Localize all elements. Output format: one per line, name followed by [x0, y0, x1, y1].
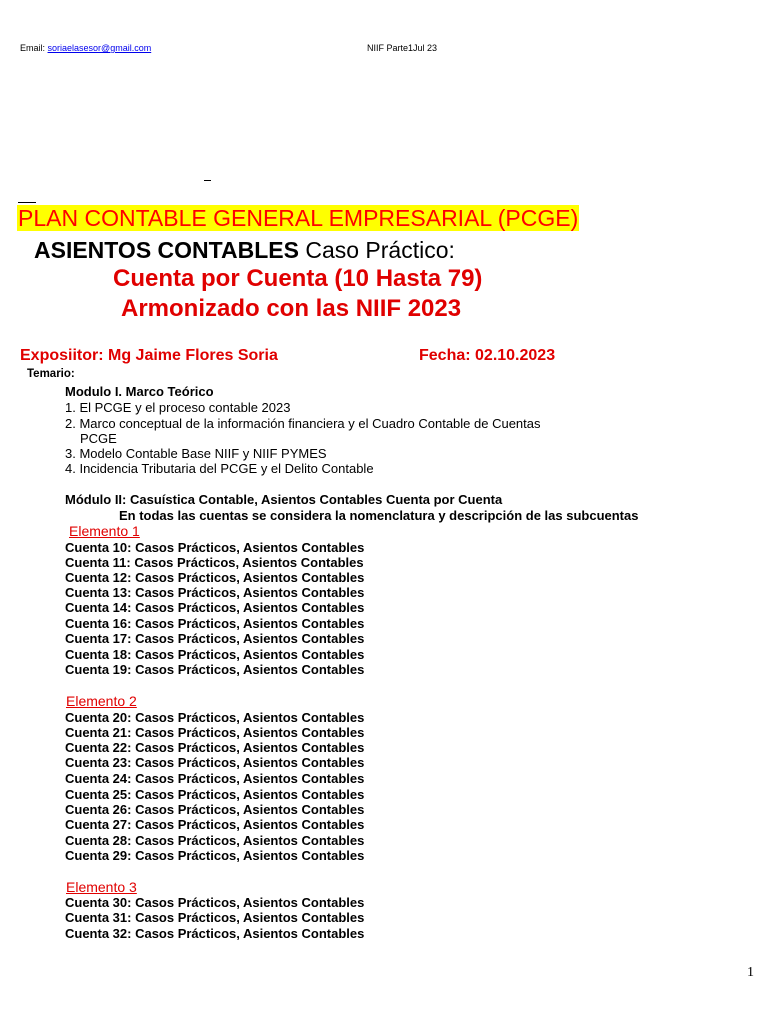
cuenta-item: Cuenta 11: Casos Prácticos, Asientos Contables	[65, 555, 364, 570]
elemento-3-heading: Elemento 3	[66, 879, 137, 895]
modulo1-item: 1. El PCGE y el proceso contable 2023	[65, 400, 291, 415]
cuenta-item: Cuenta 23: Casos Prácticos, Asientos Contables	[65, 755, 365, 770]
fecha: Fecha: 02.10.2023	[419, 347, 556, 364]
modulo1-item-cont: PCGE	[80, 431, 117, 446]
asientos-title-bold: ASIENTOS CONTABLES	[34, 237, 299, 263]
cuenta-item: Cuenta 12: Casos Prácticos, Asientos Contables	[65, 570, 365, 585]
cuenta-item: Cuenta 16: Casos Prácticos, Asientos Contables	[65, 616, 365, 631]
modulo1-item: 4. Incidencia Tributaria del PCGE y el Delito Contable	[65, 461, 374, 476]
cuenta-item: Cuenta 22: Casos Prácticos, Asientos Contables	[65, 740, 365, 755]
page-number: 1	[747, 965, 754, 980]
dash-mark	[204, 180, 211, 181]
email-link[interactable]: soriaelasesor@gmail.com	[47, 43, 152, 53]
header-email	[20, 43, 151, 53]
cuenta-item: Cuenta 10: Casos Prácticos, Asientos Contables	[65, 540, 365, 555]
dash-mark	[18, 202, 36, 203]
modulo1-item: 2. Marco conceptual de la información financiera y el Cuadro Contable de Cuentas	[65, 416, 541, 431]
cuenta-item: Cuenta 27: Casos Prácticos, Asientos Contables	[65, 817, 365, 832]
cuenta-item: Cuenta 30: Casos Prácticos, Asientos Contables	[65, 895, 365, 910]
cuenta-item: Cuenta 26: Casos Prácticos, Asientos Contables	[65, 802, 365, 817]
cuenta-item: Cuenta 18: Casos Prácticos, Asientos Contables	[65, 647, 365, 662]
cuenta-item: Cuenta 19: Casos Prácticos, Asientos Contables	[65, 662, 365, 677]
cuenta-range-title: Cuenta por Cuenta (10 Hasta 79)	[113, 265, 483, 292]
cuenta-item: Cuenta 13: Casos Prácticos, Asientos Contables	[65, 585, 365, 600]
modulo1-item: 3. Modelo Contable Base NIIF y NIIF PYMES	[65, 446, 327, 461]
header-doc-ref: NIIF Parte1Jul 23	[367, 43, 438, 53]
cuenta-item: Cuenta 17: Casos Prácticos, Asientos Contables	[65, 631, 365, 646]
plan-title: PLAN CONTABLE GENERAL EMPRESARIAL (PCGE)	[18, 205, 579, 231]
armonizado-title: Armonizado con las NIIF 2023	[121, 295, 462, 322]
expositor: Exposiitor: Mg Jaime Flores Soria	[20, 347, 278, 364]
cuenta-item: Cuenta 24: Casos Prácticos, Asientos Contables	[65, 771, 365, 786]
cuenta-item: Cuenta 20: Casos Prácticos, Asientos Contables	[65, 710, 365, 725]
modulo2-title: Módulo II: Casuística Contable, Asientos Contables Cuenta por Cuenta	[65, 492, 503, 507]
cuenta-item: Cuenta 32: Casos Prácticos, Asientos Contables	[65, 926, 365, 941]
cuenta-item: Cuenta 28: Casos Prácticos, Asientos Contables	[65, 833, 365, 848]
email-label: Email:	[20, 43, 46, 53]
cuenta-item: Cuenta 21: Casos Prácticos, Asientos Contables	[65, 725, 365, 740]
cuenta-item: Cuenta 14: Casos Prácticos, Asientos Contables	[65, 600, 365, 615]
modulo1-title: Modulo I. Marco Teórico	[65, 384, 214, 399]
modulo2-note: En todas las cuentas se considera la nomenclatura y descripción de las subcuentas	[119, 508, 639, 523]
asientos-title	[34, 235, 455, 265]
elemento-2-heading: Elemento 2	[66, 693, 137, 709]
asientos-title-rest: Caso Práctico:	[298, 237, 455, 263]
temario-label: Temario:	[27, 368, 75, 380]
cuenta-item: Cuenta 29: Casos Prácticos, Asientos Contables	[65, 848, 365, 863]
elemento-1-heading: Elemento 1	[69, 523, 140, 539]
cuenta-item: Cuenta 31: Casos Prácticos, Asientos Contables	[65, 910, 365, 925]
cuenta-item: Cuenta 25: Casos Prácticos, Asientos Contables	[65, 787, 365, 802]
